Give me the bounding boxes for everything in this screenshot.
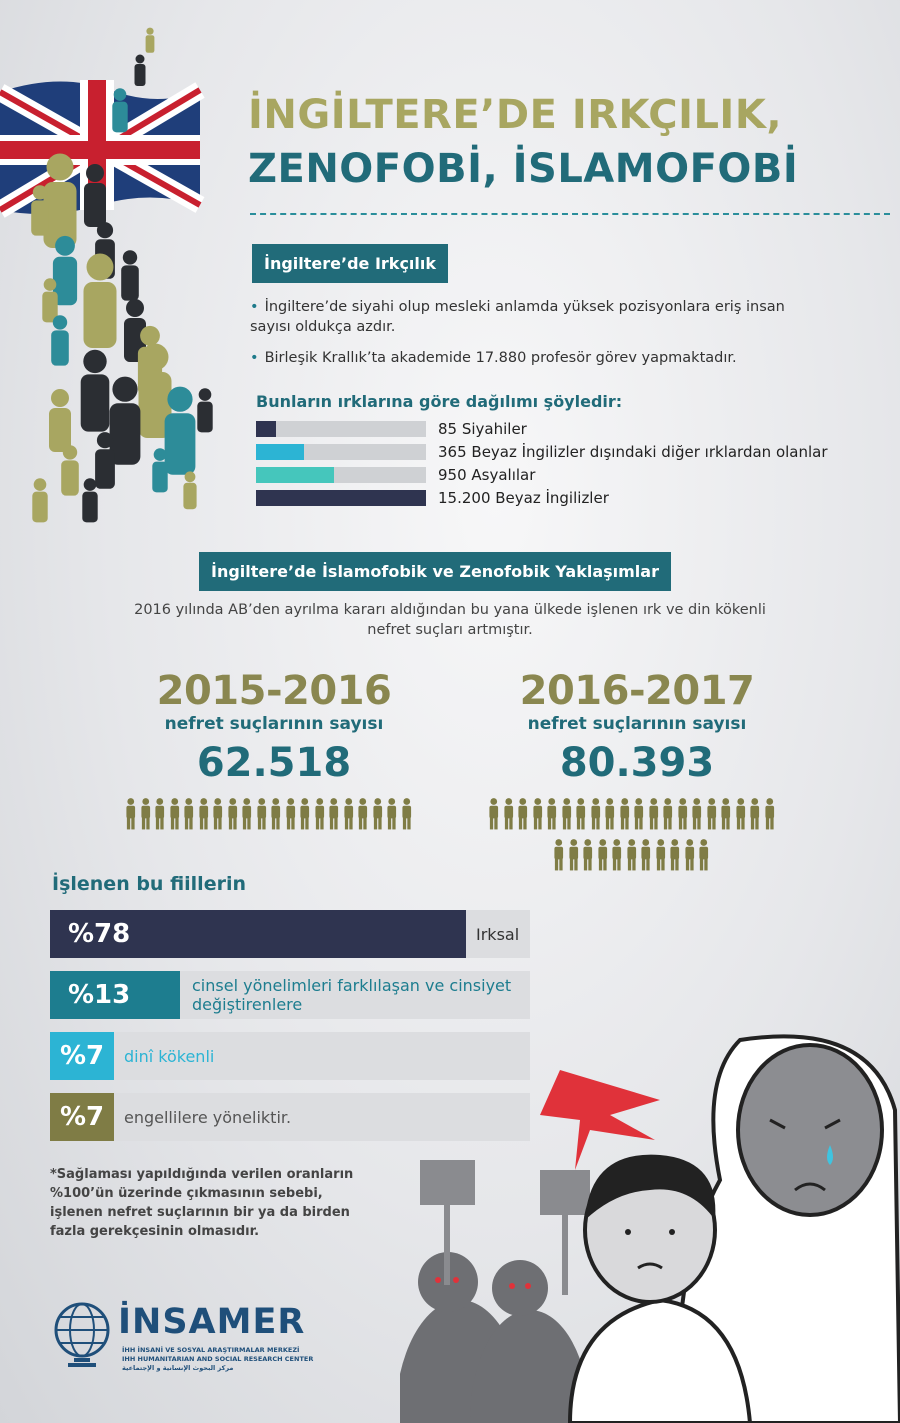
dist-label-1: 85 Siyahiler xyxy=(438,420,527,438)
person-icon xyxy=(676,797,690,831)
pct-box: %78 xyxy=(50,910,466,958)
person-icon xyxy=(705,797,719,831)
person-icon xyxy=(763,797,777,831)
crowd-person xyxy=(51,315,69,365)
person-icon xyxy=(668,838,682,872)
person-icon xyxy=(618,797,632,831)
person-icon xyxy=(385,797,399,831)
person-icon xyxy=(531,797,545,831)
person-icon xyxy=(734,797,748,831)
person-icon xyxy=(683,838,697,872)
person-icon xyxy=(197,797,211,831)
crowd-person xyxy=(31,185,49,235)
dist-bar-4 xyxy=(256,490,426,506)
crowd-person xyxy=(135,55,146,87)
person-icon xyxy=(545,797,559,831)
footnote: *Sağlaması yapıldığında verilen oranların %100’ün üzerinde çıkmasının sebebi, işlenen nefret suçlarının bir ya da birden fazla gerekçesinin olmasıdır. xyxy=(50,1167,354,1239)
person-icon xyxy=(719,797,733,831)
crowd-person xyxy=(146,28,155,53)
pct-box: %13 xyxy=(50,971,180,1019)
breakdown-row-racial xyxy=(50,910,530,958)
person-icon xyxy=(581,838,595,872)
person-icon xyxy=(639,838,653,872)
person-icon xyxy=(153,797,167,831)
period-2-caption: nefret suçlarının sayısı xyxy=(527,714,747,734)
logo-sub-tr: İHH İNSANİ VE SOSYAL ARAŞTIRMALAR MERKEZİ xyxy=(122,1346,300,1354)
person-icon xyxy=(560,797,574,831)
person-icon xyxy=(313,797,327,831)
logo-sub-en: IHH HUMANITARIAN AND SOCIAL RESEARCH CENTER xyxy=(122,1355,314,1363)
lightning-icon xyxy=(540,1070,660,1170)
person-icon xyxy=(603,797,617,831)
person-icon xyxy=(552,838,566,872)
crowd-person xyxy=(32,478,47,522)
dashed-divider xyxy=(250,213,890,215)
person-icon xyxy=(400,797,414,831)
crowd-person xyxy=(197,388,212,432)
person-icon xyxy=(647,797,661,831)
person-icon xyxy=(269,797,283,831)
period-1-caption: nefret suçlarının sayısı xyxy=(164,714,384,734)
dist-bar-fill xyxy=(256,421,276,437)
pct-text: engellilere yöneliktir. xyxy=(124,1107,292,1127)
person-icon xyxy=(342,797,356,831)
bullet-2-text: Birleşik Krallık’ta akademide 17.880 profesör görev yapmaktadır. xyxy=(264,350,737,366)
person-icon xyxy=(182,797,196,831)
person-icon xyxy=(632,797,646,831)
bullet-1 xyxy=(250,297,810,337)
person-icon xyxy=(255,797,269,831)
people-row-2016-b xyxy=(552,838,711,872)
victims-illustration xyxy=(400,1020,900,1423)
person-icon xyxy=(596,838,610,872)
title-line1: İNGİLTERE’DE IRKÇILIK, xyxy=(248,92,783,138)
logo-sub-ar: مركز البحوث الإنسانية و الإجتماعية xyxy=(122,1364,234,1372)
dist-bar-fill xyxy=(256,444,304,460)
crowd-person xyxy=(81,350,110,432)
period-2015-2016: 2015-2016 xyxy=(156,668,392,714)
person-icon xyxy=(654,838,668,872)
person-icon xyxy=(487,797,501,831)
protest-crowd xyxy=(400,1160,590,1423)
crowd-person xyxy=(44,154,77,249)
dist-bar-1 xyxy=(256,421,426,437)
dist-label-4: 15.200 Beyaz İngilizler xyxy=(438,489,609,507)
people-row-2015 xyxy=(124,797,413,831)
logo-subtitle xyxy=(122,1346,313,1373)
person-icon xyxy=(327,797,341,831)
person-icon xyxy=(589,797,603,831)
crowd-person xyxy=(95,432,115,489)
crowd-person xyxy=(84,254,117,349)
people-row-2016-a xyxy=(487,797,776,831)
period-2-count: 80.393 xyxy=(559,740,715,786)
dist-label-3: 950 Asyalılar xyxy=(438,466,536,484)
breakdown-heading: İşlenen bu fiillerin xyxy=(52,873,246,895)
dist-bar-fill xyxy=(256,490,426,506)
person-icon xyxy=(284,797,298,831)
crowd-person xyxy=(121,250,139,300)
crowd-person xyxy=(49,389,71,452)
person-icon xyxy=(625,838,639,872)
crowd-person xyxy=(61,445,79,495)
person-icon xyxy=(697,838,711,872)
section2-tag: İngiltere’de İslamofobik ve Zenofobik Yaklaşımlar xyxy=(199,552,671,591)
breakdown-row-sexual xyxy=(50,971,530,1019)
person-icon xyxy=(748,797,762,831)
person-icon xyxy=(516,797,530,831)
bullet-dot: • xyxy=(250,350,259,366)
person-icon xyxy=(661,797,675,831)
section1-tag: İngiltere’de Irkçılık xyxy=(252,244,448,283)
bullet-1-text: İngiltere’de siyahi olup mesleki anlamda yüksek pozisyonlara eriş insan sayısı oldukça azdır. xyxy=(250,299,785,335)
person-icon xyxy=(298,797,312,831)
page-title xyxy=(248,88,798,196)
pct-text: dinî kökenli xyxy=(124,1046,215,1066)
bullet-2 xyxy=(250,348,810,368)
uk-people-map-illustration xyxy=(0,0,240,545)
person-icon xyxy=(371,797,385,831)
dist-label-2: 365 Beyaz İngilizler dışındaki diğer ırklardan olanlar xyxy=(438,443,828,461)
person-icon xyxy=(139,797,153,831)
crowd-person xyxy=(42,278,57,322)
person-icon xyxy=(124,797,138,831)
pct-box: %7 xyxy=(50,1032,114,1080)
title-line2: ZENOFOBİ, İSLAMOFOBİ xyxy=(248,146,799,192)
insamer-logo: İNSAMER xyxy=(118,1302,306,1342)
person-icon xyxy=(211,797,225,831)
person-icon xyxy=(567,838,581,872)
pct-text: cinsel yönelimleri farklılaşan ve cinsiyet değiştirenlere xyxy=(192,976,512,1014)
section2-intro: 2016 yılında AB’den ayrılma kararı aldığından bu yana ülkede işlenen ırk ve din kökenli nefret suçları artmıştır. xyxy=(134,602,766,638)
crowd-person xyxy=(82,478,97,522)
pct-box: %7 xyxy=(50,1093,114,1141)
crowd-person xyxy=(84,164,106,227)
period-2016-2017: 2016-2017 xyxy=(519,668,755,714)
crowd-person xyxy=(165,387,196,475)
person-icon xyxy=(610,838,624,872)
crowd-person xyxy=(110,377,141,465)
person-icon xyxy=(226,797,240,831)
crowd-person xyxy=(183,471,196,509)
dist-bar-fill xyxy=(256,467,334,483)
distribution-subhead: Bunların ırklarına göre dağılımı şöyledir: xyxy=(256,392,623,411)
person-icon xyxy=(690,797,704,831)
pct-text: Irksal xyxy=(476,924,520,944)
person-icon xyxy=(502,797,516,831)
dist-bar-2 xyxy=(256,444,426,460)
person-icon xyxy=(356,797,370,831)
period-1-count: 62.518 xyxy=(196,740,352,786)
crowd-person xyxy=(152,448,167,492)
dist-bar-3 xyxy=(256,467,426,483)
person-icon xyxy=(574,797,588,831)
person-icon xyxy=(168,797,182,831)
bullet-dot: • xyxy=(250,299,259,315)
person-icon xyxy=(240,797,254,831)
globe-logo-icon xyxy=(52,1300,112,1370)
crowd-person xyxy=(112,88,127,132)
